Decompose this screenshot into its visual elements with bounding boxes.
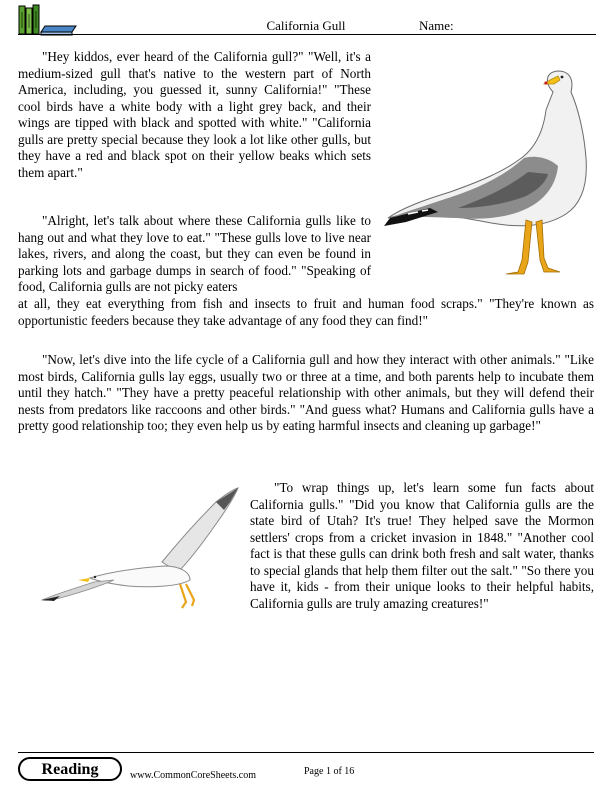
name-label: Name: — [419, 18, 454, 33]
paragraph-fun-facts: "To wrap things up, let's learn some fun facts about California gulls." "Did you know that California gulls are the state bird of Utah? It's true! They helped save the Mormon settlers' crops from a cricket invasion in 1848." "Another cool fact is that these gulls can drink both fresh and salt water, thanks to special glands that help them filter out the salt." "So there you have it, kids - from their unique looks to their helpful habits, California gulls are truly amazing creatures!" — [250, 480, 594, 611]
paragraph-habitat-continued: at all, they eat everything from fish and insects to fruit and human food scraps." "They're known as opportunistic feeders because they take advantage of any food they can find!" — [18, 296, 594, 328]
website-link[interactable]: www.CommonCoreSheets.com — [130, 770, 257, 781]
paragraph-intro: "Hey kiddos, ever heard of the California gull?" "Well, it's a medium-sized gull that's native to the western part of North America, including, you guessed it, sunny California!" "These cool birds have a white body with a light grey back, and their wings are tipped with black and spotted with white." "California gulls are pretty special because they look a lot like other gulls, but they have a red and black spot on their yellow beaks which sets them apart." — [18, 49, 371, 180]
standing-gull-illustration — [378, 62, 600, 280]
paragraph-life-cycle: "Now, let's dive into the life cycle of a California gull and how they interact with other animals." "Like most birds, California gulls lay eggs, usually two or three at a time, and both parents help to incubate them until they hatch." "They have a pretty peaceful relationship with other animals, but they will defend their nests from predators like raccoons and other birds." "And guess what? Humans and California gulls have a pretty good relationship too; they even help us by eating harmful insects and cleaning up garbage!" — [18, 352, 594, 433]
paragraph-habitat: "Alright, let's talk about where these California gulls like to hang out and what they love to eat." "These gulls love to live near lakes, rivers, and along the coast, but they can even be found in parking lots and garbage dumps in search of food." "Speaking of food, California gulls are not picky eaters — [18, 213, 371, 294]
footer-divider — [18, 752, 594, 753]
reading-badge — [18, 757, 122, 781]
page-title: California Gull — [266, 18, 346, 33]
reading-label: Reading — [41, 761, 99, 778]
flying-gull-illustration — [30, 480, 250, 630]
worksheet-header — [0, 0, 612, 40]
page-number: Page 1 of 16 — [304, 766, 355, 777]
header-divider — [18, 34, 596, 35]
